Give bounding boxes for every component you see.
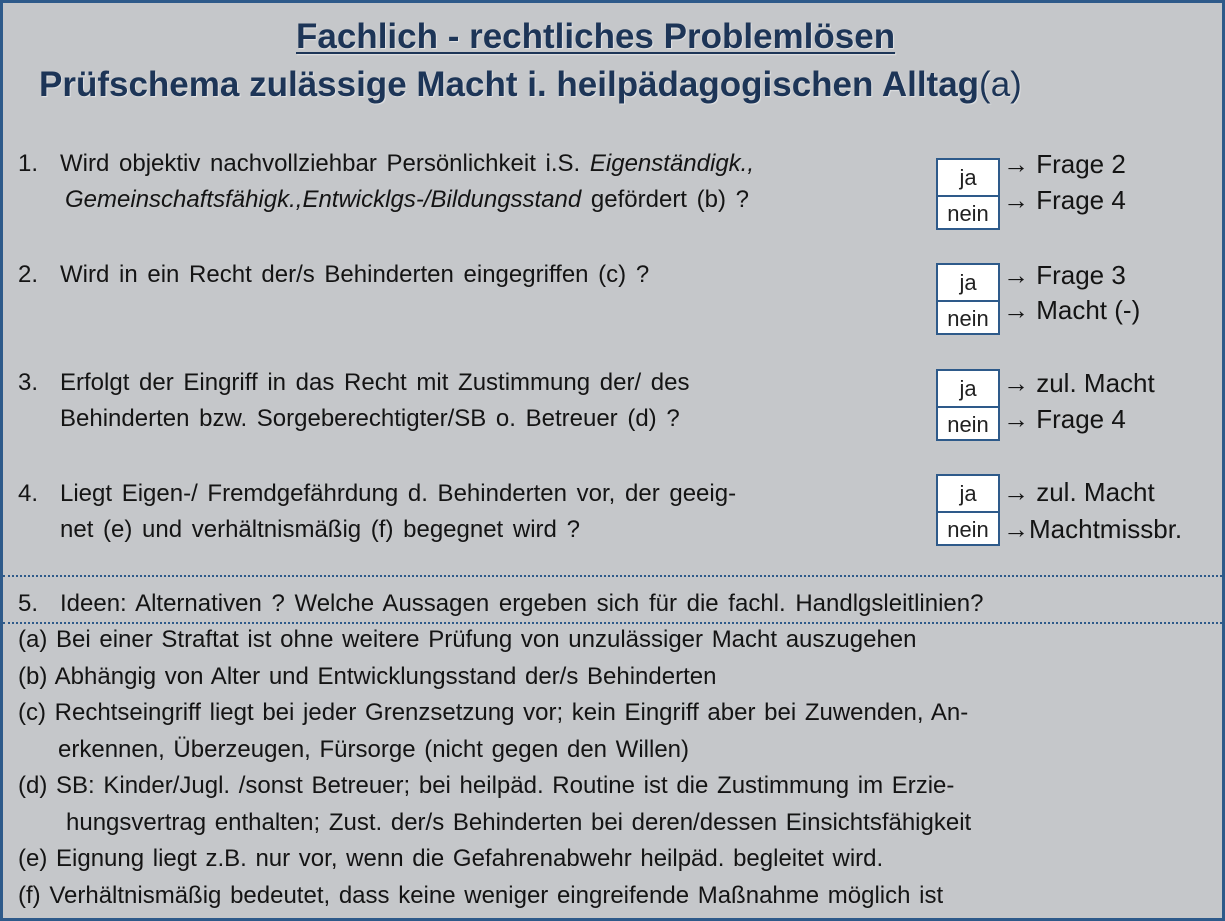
nein-target: → Macht (-) (1003, 295, 1141, 325)
question-1 (18, 146, 754, 218)
question-number: 4. (18, 480, 39, 507)
ja-option: ja (938, 371, 998, 408)
footnote-d: (d) SB: Kinder/Jugl. /sonst Betreuer; bei heilpäd. Routine ist die Zustimmung im Erzie- (18, 772, 955, 799)
footnote-a: (a) Bei einer Straftat ist ohne weitere Prüfung von unzulässiger Macht auszugehen (18, 626, 917, 653)
footnote-c: (c) Rechtseingriff liegt bei jeder Grenzsetzung vor; kein Eingriff aber bei Zuwenden, An- (18, 699, 969, 726)
ja-target: → zul. Macht (1003, 477, 1155, 507)
choice-box-1 (936, 158, 1000, 230)
question-text: Ideen: Alternativen ? Welche Aussagen ergeben sich für die fachl. Handlgsleitlinien? (60, 590, 984, 617)
footnote-f: (f) Verhältnismäßig bedeutet, dass keine weniger eingreifende Maßnahme möglich ist (18, 881, 944, 909)
footnote-e: (e) Eignung liegt z.B. nur vor, wenn die Gefahrenabwehr heilpäd. begleitet wird. (18, 845, 884, 872)
question-number: 5. (18, 590, 39, 617)
nein-option: nein (947, 412, 989, 437)
title-line-2 (39, 65, 1022, 105)
nein-target: → Frage 4 (1003, 404, 1126, 434)
question-4 (18, 476, 736, 548)
ja-option: ja (938, 476, 998, 513)
question-number: 2. (18, 261, 39, 288)
title-suffix: (a) (979, 65, 1022, 104)
question-number: 1. (18, 150, 39, 177)
nein-option: nein (947, 201, 989, 226)
title-main: Prüfschema zulässige Macht i. heilpädagogischen Alltag (39, 65, 980, 104)
nein-target: → Frage 4 (1003, 185, 1126, 215)
question-text: Wird objektiv nachvollziehbar Persönlichkeit i.S. (60, 150, 590, 177)
footnote-c-continued: erkennen, Überzeugen, Fürsorge (nicht gegen den Willen) (58, 735, 690, 763)
nein-option: nein (947, 517, 989, 542)
dotted-divider-top (3, 575, 1222, 577)
choice-box-2 (936, 263, 1000, 335)
nein-option: nein (947, 306, 989, 331)
question-text: Liegt Eigen-/ Fremdgefährdung d. Behinderten vor, der geeig- (60, 480, 737, 507)
question-text: Erfolgt der Eingriff in das Recht mit Zustimmung der/ des (60, 369, 690, 396)
ja-target: → Frage 3 (1003, 260, 1126, 290)
ja-target: → Frage 2 (1003, 149, 1126, 179)
question-number: 3. (18, 369, 39, 396)
question-text: net (e) und verhältnismäßig (f) begegnet wird ? (60, 516, 580, 543)
ja-target: → zul. Macht (1003, 368, 1155, 398)
ja-option: ja (938, 265, 998, 302)
choice-box-3 (936, 369, 1000, 441)
footnotes (18, 622, 971, 914)
question-2 (18, 257, 649, 293)
question-5 (18, 586, 983, 622)
question-text-italic: Gemeinschaftsfähigk.,Entwicklgs-/Bildungsstand (65, 186, 582, 213)
footnote-d-continued: hungsvertrag enthalten; Zust. der/s Behinderten bei deren/dessen Einsichtsfähigkeit (66, 808, 972, 836)
question-text-italic: Eigenständigk., (589, 150, 754, 177)
title-line-1: Fachlich - rechtliches Problemlösen (296, 17, 896, 56)
footnote-b: (b) Abhängig von Alter und Entwicklungsstand der/s Behinderten (18, 662, 717, 690)
question-3 (18, 365, 689, 437)
ja-option: ja (938, 160, 998, 197)
question-text: Wird in ein Recht der/s Behinderten eingegriffen (c) ? (60, 261, 650, 288)
nein-target: →Machtmissbr. (1003, 514, 1183, 544)
choice-box-4 (936, 474, 1000, 546)
question-text: gefördert (b) ? (581, 186, 749, 213)
question-text: Behinderten bzw. Sorgeberechtigter/SB o. Betreuer (d) ? (60, 405, 680, 432)
